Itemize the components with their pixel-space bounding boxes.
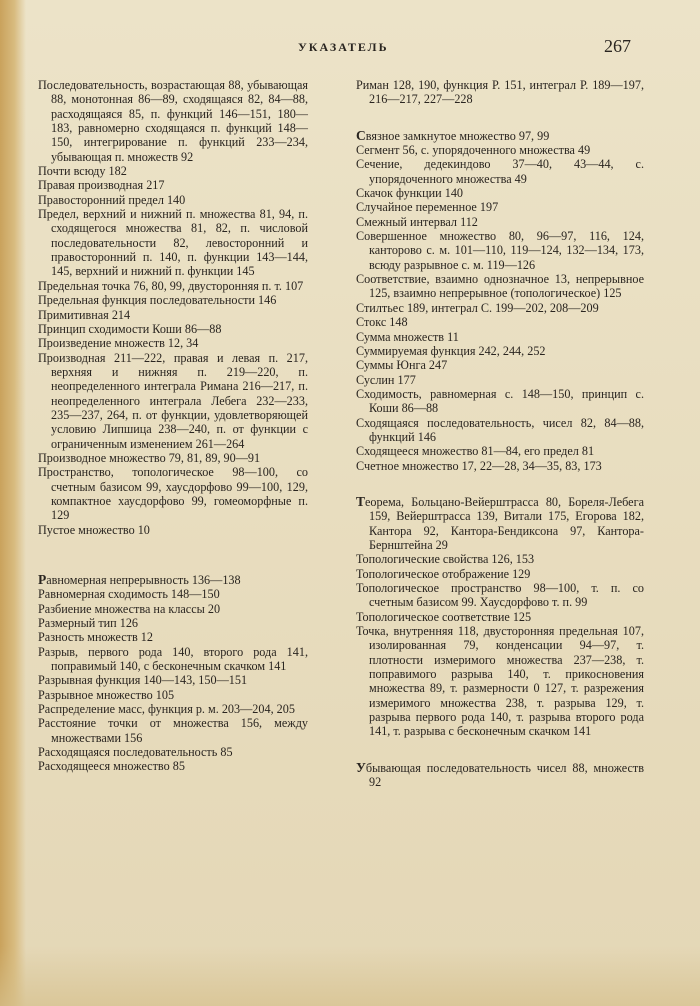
index-entry: Топологическое отображение 129 <box>356 566 531 581</box>
index-entry: Производная 211—222, правая и левая п. 217, верхняя и нижняя п. 219—220, п. неопределенного интеграла Римана 216—217, п. неопределенного интеграла Лебега 232—233, 235—237, 264, п. от функции, удовлетворяющей условию Липшица 238—240, п. от функции с ограниченным изменением 261—264 <box>38 350 308 451</box>
index-column-right <box>356 78 644 789</box>
index-entry: Топологическое пространство 98—100, т. п. со счетным базисом 99. Хаусдорфово т. п. 99 <box>356 581 644 610</box>
section-gap <box>356 107 644 129</box>
index-entry: Точка, внутренняя 118, двусторонняя предельная 107, изолированная 79, конденсации 94—97, т. плотности измеримого множества 237—238, т. поправимого разрыва 140, т. прикосновения множества 89, т. размерности 0 127, т. разрежения измеримого множества 238, т. разрыва 129, т. разрыва первого рода 140, т. разрыва второго рода 141, т. разрыва с бесконечным скачком 141 <box>356 624 644 739</box>
index-entry: Равномерная сходимость 148—150 <box>38 587 220 602</box>
index-entry: Топологическое соответствие 125 <box>356 609 532 624</box>
index-entry: Убывающая последовательность чисел 88, множеств 92 <box>356 759 644 790</box>
index-entry: Суслин 177 <box>356 372 416 387</box>
index-entry: Произведение множеств 12, 34 <box>38 336 199 351</box>
index-entry: Распределение масс, функция р. м. 203—204, 205 <box>38 702 295 717</box>
index-entry: Пустое множество 10 <box>38 522 150 537</box>
index-entry: Связное замкнутое множество 97, 99 <box>356 127 550 143</box>
section-gap <box>38 537 308 573</box>
index-entry: Соответствие, взаимно однозначное 13, непрерывное 125, взаимно непрерывное (топологическое) 125 <box>356 272 644 301</box>
index-entry: Теорема, Больцано-Вейерштрасса 80, Бореля-Лебега 159, Вейерштрасса 139, Витали 175, Егорова 182, Кантора 92, Кантора-Бендиксона 97, Кантора-Бернштейна 29 <box>356 493 644 552</box>
index-entry: Предел, верхний и нижний п. множества 81, 94, п. сходящегося множества 81, 82, п. числовой последовательности 82, левосторонний и правосторонний п. 140, п. функции 143—144, 145, верхний и нижний п. функции 145 <box>38 207 308 279</box>
index-entry: Скачок функции 140 <box>356 186 464 201</box>
index-entry: Расходящееся множество 85 <box>38 759 185 774</box>
index-entry: Разность множеств 12 <box>38 630 153 645</box>
index-entry: Сегмент 56, с. упорядоченного множества 49 <box>356 143 591 158</box>
index-entry: Размерный тип 126 <box>38 616 139 631</box>
index-entry: Суммы Юнга 247 <box>356 358 448 373</box>
book-binding-edge <box>0 0 26 1006</box>
index-entry: Сходимость, равномерная с. 148—150, принцип с. Коши 86—88 <box>356 386 644 416</box>
index-entry: Разрыв, первого рода 140, второго рода 141, поправимый 140, с бесконечным скачком 141 <box>38 644 308 674</box>
index-entry: Предельная точка 76, 80, 99, двусторонняя п. т. 107 <box>38 278 304 293</box>
index-entry: Разбиение множества на классы 20 <box>38 601 221 616</box>
page-bottom-shading <box>0 946 700 1006</box>
index-entry: Сходящаяся последовательность, чисел 82, 84—88, функций 146 <box>356 415 644 444</box>
index-entry: Примитивная 214 <box>38 307 131 322</box>
index-entry: Стокс 148 <box>356 315 408 330</box>
index-entry: Стилтьес 189, интеграл С. 199—202, 208—209 <box>356 300 599 315</box>
index-entry: Сумма множеств 11 <box>356 329 459 344</box>
index-entry: Смежный интервал 112 <box>356 214 478 229</box>
index-entry: Расходящаяся последовательность 85 <box>38 745 233 760</box>
index-entry: Сечение, дедекиндово 37—40, 43—44, с. упорядоченного множества 49 <box>356 157 644 186</box>
index-entry: Разрывное множество 105 <box>38 687 175 702</box>
index-entry: Расстояние точки от множества 156, между множествами 156 <box>38 716 308 745</box>
index-entry: Равномерная непрерывность 136—138 <box>38 572 241 587</box>
index-entry: Почти всюду 182 <box>38 164 127 179</box>
index-entry: Сходящееся множество 81—84, его предел 81 <box>356 444 595 459</box>
index-entry: Риман 128, 190, функция Р. 151, интеграл Р. 189—197, 216—217, 227—228 <box>356 78 644 107</box>
page-header <box>0 38 700 62</box>
page-number: 267 <box>604 36 631 56</box>
index-entry: Принцип сходимости Коши 86—88 <box>38 321 222 336</box>
index-entry: Случайное переменное 197 <box>356 200 499 215</box>
index-entry: Счетное множество 17, 22—28, 34—35, 83, 173 <box>356 458 602 473</box>
index-entry: Пространство, топологическое 98—100, со счетным базисом 99, хаусдорфово 99—100, 129, компактное хаусдорфово 99, гомеоморфные п. 129 <box>38 465 308 523</box>
index-entry: Совершенное множество 80, 96—97, 116, 124, канторово с. м. 101—110, 119—124, 132—134, 173, всюду разрывное с. м. 119—126 <box>356 229 644 272</box>
index-entry: Производное множество 79, 81, 89, 90—91 <box>38 450 261 465</box>
index-entry: Топологические свойства 126, 153 <box>356 552 535 567</box>
index-entry: Правосторонний предел 140 <box>38 192 186 207</box>
section-gap <box>356 739 644 761</box>
index-entry: Разрывная функция 140—143, 150—151 <box>38 673 248 688</box>
section-gap <box>356 473 644 495</box>
index-entry: Правая производная 217 <box>38 178 165 193</box>
index-column-left <box>38 78 308 774</box>
index-entry: Предельная функция последовательности 146 <box>38 293 277 308</box>
running-title: УКАЗАТЕЛЬ <box>298 40 389 54</box>
index-entry: Суммируемая функция 242, 244, 252 <box>356 343 546 358</box>
index-entry: Последовательность, возрастающая 88, убывающая 88, монотонная 86—89, сходящаяся 82, 84—88, расходящаяся 85, п. функций 146—151, 180—183, равномерно сходящаяся п. функций 148—150, интегрирование п. функций 233—234, убывающая п. множеств 92 <box>38 78 308 164</box>
